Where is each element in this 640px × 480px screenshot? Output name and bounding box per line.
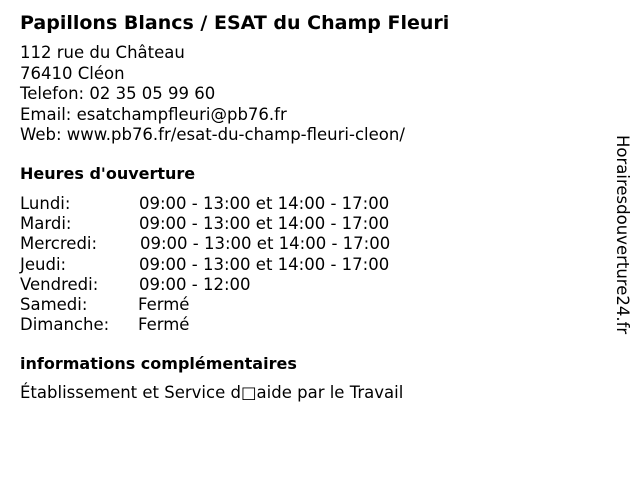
hours-day: Samedi: bbox=[20, 294, 88, 314]
hours-day: Dimanche: bbox=[20, 315, 110, 335]
web-line: Web: www.pb76.fr/esat-du-champ-fleuri-cleon/ bbox=[20, 125, 405, 144]
hours-time: Fermé bbox=[138, 315, 190, 335]
site-watermark: Horairesdouverture24.fr bbox=[613, 135, 632, 335]
business-title: Papillons Blancs / ESAT du Champ Fleuri bbox=[20, 12, 450, 34]
hours-day: Jeudi: bbox=[20, 254, 67, 274]
hours-day: Mardi: bbox=[20, 214, 72, 234]
email-line: Email: esatchampfleuri@pb76.fr bbox=[20, 104, 287, 124]
hours-time: 09:00 - 13:00 et 14:00 - 17:00 bbox=[139, 254, 390, 274]
info-text: Établissement et Service d□aide par le Travail bbox=[20, 383, 404, 402]
address-street: 112 rue du Château bbox=[20, 43, 185, 62]
contact-block bbox=[20, 43, 405, 146]
hours-time: Fermé bbox=[138, 294, 190, 314]
hours-day: Vendredi: bbox=[20, 274, 99, 294]
hours-day: Lundi: bbox=[20, 194, 71, 213]
hours-time: 09:00 - 13:00 et 14:00 - 17:00 bbox=[140, 234, 391, 254]
hours-time: 09:00 - 13:00 et 14:00 - 17:00 bbox=[139, 214, 390, 234]
address-city: 76410 Cléon bbox=[20, 63, 125, 83]
hours-time: 09:00 - 12:00 bbox=[139, 274, 251, 294]
phone-line: Telefon: 02 35 05 99 60 bbox=[20, 84, 216, 103]
hours-heading: Heures d'ouverture bbox=[20, 164, 196, 183]
hours-day: Mercredi: bbox=[20, 234, 98, 254]
hours-time: 09:00 - 13:00 et 14:00 - 17:00 bbox=[139, 194, 390, 213]
info-heading: informations complémentaires bbox=[20, 354, 297, 373]
